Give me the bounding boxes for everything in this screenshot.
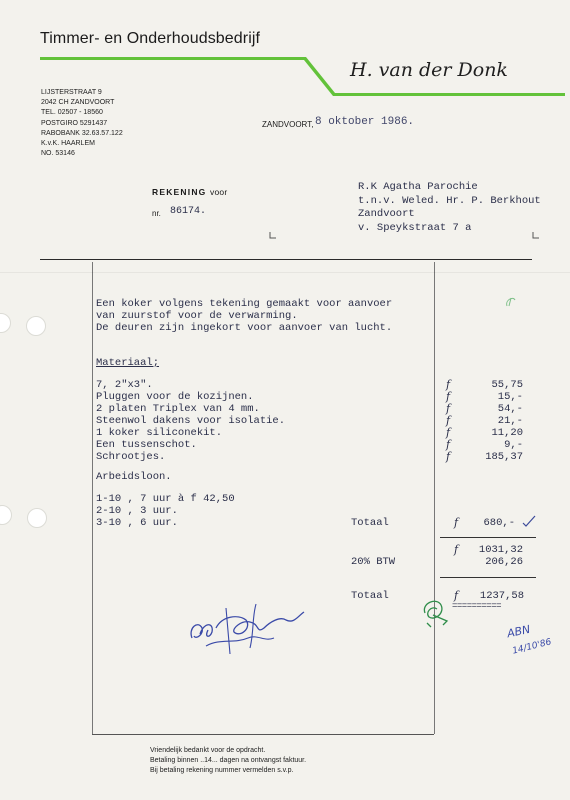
material-item: Pluggen voor de kozijnen. [96, 391, 254, 403]
invoice-number-label: nr. [152, 209, 161, 218]
material-amount: 11,20 [491, 427, 523, 439]
currency-sign: f [446, 438, 451, 451]
labour-heading: Arbeidsloon. [96, 471, 172, 483]
material-amount: 185,37 [485, 451, 523, 463]
brand-name: H. van der Donk [350, 59, 508, 81]
material-amount: 21,- [497, 415, 523, 427]
labour-total: 680,- [483, 517, 515, 529]
material-item: Schrootjes. [96, 451, 166, 463]
labour-line: 3-10 , 6 uur. [96, 517, 178, 529]
address-line: TEL. 02507 - 18560 [41, 109, 103, 117]
rekening-label: REKENING [152, 187, 207, 197]
material-amount: 55,75 [491, 379, 523, 391]
footer-line: Bij betaling rekening nummer vermelden s.v.p. [150, 766, 294, 774]
labour-total-label: Totaal [351, 517, 389, 529]
recipient-line: Zandvoort [358, 208, 415, 221]
header-divider [40, 259, 532, 260]
material-item: 7, 2"x3". [96, 379, 153, 391]
material-amount: 15,- [497, 391, 523, 403]
fold-crease [0, 272, 570, 273]
address-line: RABOBANK 32.63.57.122 [41, 129, 123, 137]
description-line: Een koker volgens tekening gemaakt voor aanvoer [96, 298, 393, 310]
material-item: Steenwol dakens voor isolatie. [96, 415, 286, 427]
material-item: 1 koker siliconekit. [96, 427, 223, 439]
material-item: 2 platen Triplex van 4 mm. [96, 403, 260, 415]
description-line: van zuurstof voor de verwarming. [96, 310, 298, 322]
material-amount: 54,- [497, 403, 523, 415]
double-underline: ========== [452, 601, 502, 611]
currency-sign: f [454, 589, 459, 602]
btw-label: 20% BTW [351, 556, 396, 568]
description-line: De deuren zijn ingekort voor aanvoer van lucht. [96, 322, 393, 334]
date-value: 8 oktober 1986. [315, 116, 415, 128]
voor-label: voor [210, 187, 228, 197]
address-line: LIJSTERSTRAAT 9 [41, 89, 102, 96]
material-item: Een tussenschot. [96, 439, 197, 451]
stamp-mark [503, 294, 519, 310]
address-line: 2042 CH ZANDVOORT [41, 99, 115, 107]
recipient-line: v. Speykstraat 7 a [358, 221, 472, 234]
address-line: POSTGIRO 5291437 [41, 119, 108, 127]
punch-hole [27, 508, 47, 528]
footer-line: Vriendelijk bedankt voor de opdracht. [150, 747, 266, 754]
punch-hole [0, 505, 12, 525]
body-left-rule [92, 262, 93, 734]
recipient-line: t.n.v. Weled. Hr. P. Berkhout [358, 194, 541, 207]
body-bottom-rule [92, 734, 434, 735]
currency-sign: f [446, 390, 451, 403]
company-name: Timmer- en Onderhoudsbedrijf [40, 30, 261, 47]
footer-notes [150, 746, 306, 775]
footer-line: Betaling binnen ..14... dagen na ontvangst faktuur. [150, 756, 307, 764]
recipient-line: R.K Agatha Parochie [358, 181, 478, 193]
check-mark-icon [520, 513, 538, 529]
currency-sign: f [454, 516, 459, 529]
address-line: K.v.K. HAARLEM [41, 139, 95, 147]
punch-hole [26, 316, 46, 336]
grand-total-label: Totaal [351, 590, 389, 602]
body-amount-rule [434, 262, 435, 734]
address-line: NO. 53146 [41, 150, 75, 158]
punch-hole [0, 313, 11, 333]
subtotal-rule [440, 537, 536, 538]
currency-sign: f [446, 402, 451, 415]
grand-total-rule [440, 577, 536, 578]
date-label: ZANDVOORT, [262, 120, 314, 129]
abn-note: ABN [505, 622, 532, 641]
currency-sign: f [446, 378, 451, 391]
grand-total: 1237,58 [479, 590, 524, 602]
btw-amount: 206,26 [485, 556, 523, 568]
currency-sign: f [454, 543, 459, 556]
currency-sign: f [446, 414, 451, 427]
labour-line: 2-10 , 3 uur. [96, 505, 178, 517]
currency-sign: f [446, 426, 451, 439]
materials-heading: Materiaal; [96, 357, 160, 369]
material-amount: 9,- [504, 439, 523, 451]
abn-date: 14/10'86 [511, 637, 553, 657]
stamp-mark [417, 595, 453, 629]
invoice-number: 86174. [170, 206, 207, 217]
signature [186, 598, 308, 660]
subtotal: 1031,32 [478, 544, 523, 556]
alignment-ticks [0, 0, 570, 260]
currency-sign: f [446, 450, 451, 463]
labour-line: 1-10 , 7 uur à f 42,50 [96, 493, 235, 505]
